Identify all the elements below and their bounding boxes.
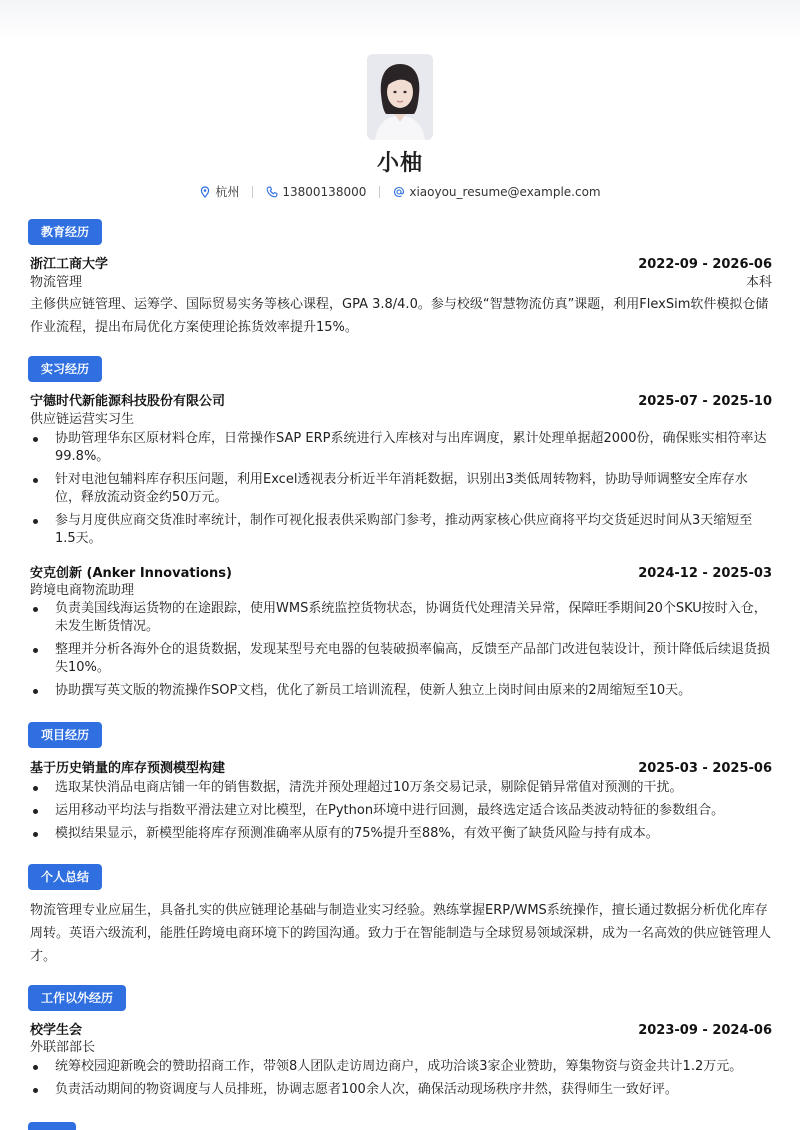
- extra-header: [30, 1019, 772, 1038]
- list-item: 整理并分析各海外仓的退货数据，发现某型号充电器的包装破损率偏高，反馈至产品部门改进包装设计，预计降低后续退货损失10%。: [30, 641, 772, 677]
- phone-icon: [266, 186, 278, 198]
- education-description: 主修供应链管理、运筹学、国际贸易实务等核心课程，GPA 3.8/4.0。参与校级“智慧物流仿真”课题，利用FlexSim软件模拟仓储作业流程，提出布局优化方案使理论拣货效率提升15%。: [30, 297, 769, 335]
- list-item: 针对电池包辅料库存积压问题，利用Excel透视表分析近半年消耗数据，识别出3类低周转物料，协助导师调整安全库存水位，释放流动资金约50万元。: [30, 471, 772, 507]
- list-item: 参与月度供应商交货准时率统计，制作可视化报表供采购部门参考，推动两家核心供应商将平均交货延迟时间从3天缩短至1.5天。: [30, 512, 772, 548]
- company-name: 安克创新 (Anker Innovations): [30, 566, 232, 581]
- list-item: 统筹校园迎新晚会的赞助招商工作，带领8人团队走访周边商户，成功洽谈3家企业赞助，筹集物资与资金共计1.2万元。: [30, 1058, 772, 1076]
- avatar-portrait: [367, 54, 433, 140]
- candidate-name: 小柚: [376, 151, 423, 176]
- section-title-summary: 个人总结: [28, 864, 102, 890]
- extra-date: 2023-09 - 2024-06: [638, 1023, 772, 1038]
- education-header: [30, 253, 772, 272]
- school-name: 浙江工商大学: [30, 257, 109, 272]
- company-name: 宁德时代新能源科技股份有限公司: [30, 394, 226, 409]
- job-bullet-list: [30, 600, 772, 705]
- education-degree: 本科: [745, 275, 772, 290]
- education-major: 物流管理: [30, 275, 83, 290]
- contact-bar: [0, 183, 800, 200]
- section-title-internship: 实习经历: [28, 356, 102, 382]
- project-name: 基于历史销量的库存预测模型构建: [30, 761, 226, 776]
- project-date: 2025-03 - 2025-06: [638, 761, 772, 776]
- job-header: [30, 562, 772, 581]
- contact-email: [393, 185, 600, 199]
- section-title-project: 项目经历: [28, 722, 102, 748]
- contact-location: [199, 183, 239, 200]
- job-role: 供应链运营实习生: [30, 412, 135, 427]
- job-role: 跨境电商物流助理: [30, 583, 135, 598]
- list-item: 协助撰写英文版的物流操作SOP文档，优化了新员工培训流程，使新人独立上岗时间由原来的2周缩短至10天。: [30, 682, 772, 700]
- job-date: 2024-12 - 2025-03: [638, 566, 772, 581]
- job-header: [30, 390, 772, 409]
- list-item: 运用移动平均法与指数平滑法建立对比模型，在Python环境中进行回测，最终选定适合该品类波动特征的参数组合。: [30, 802, 772, 820]
- contact-phone: [266, 185, 366, 199]
- list-item: 模拟结果显示，新模型能将库存预测准确率从原有的75%提升至88%，有效平衡了缺货风险与持有成本。: [30, 825, 772, 843]
- page-top-fade: [0, 0, 800, 40]
- extra-role: 外联部部长: [30, 1040, 96, 1055]
- job-date: 2025-07 - 2025-10: [638, 394, 772, 409]
- avatar: [367, 54, 433, 140]
- section-title-next-cutoff: [28, 1122, 76, 1130]
- list-item: 协助管理华东区原材料仓库，日常操作SAP ERP系统进行入库核对与出库调度，累计处理单据超2000份，确保账实相符率达99.8%。: [30, 430, 772, 466]
- location-pin-icon: [199, 186, 211, 198]
- summary-text: 物流管理专业应届生，具备扎实的供应链理论基础与制造业实习经验。熟练掌握ERP/WMS系统操作，擅长通过数据分析优化库存周转。英语六级流利，能胜任跨境电商环境下的跨国沟通。致力于在智能制造与全球贸易领域深耕，成为一名高效的供应链管理人才。: [30, 903, 772, 964]
- phone-text: 13800138000: [282, 184, 367, 199]
- project-bullet-list: [30, 779, 772, 848]
- list-item: 负责美国线海运货物的在途跟踪，使用WMS系统监控货物状态，协调货代处理清关异常，保障旺季期间20个SKU按时入仓，未发生断货情况。: [30, 600, 772, 636]
- job-bullet-list: [30, 430, 772, 553]
- contact-divider: [379, 186, 380, 198]
- contact-divider: [252, 186, 253, 198]
- email-at-icon: [393, 186, 405, 198]
- extra-bullet-list: [30, 1058, 772, 1104]
- email-text: xiaoyou_resume@example.com: [409, 184, 601, 199]
- list-item: 选取某快消品电商店铺一年的销售数据，清洗并预处理超过10万条交易记录，剔除促销异常值对预测的干扰。: [30, 779, 772, 797]
- education-date: 2022-09 - 2026-06: [638, 257, 772, 272]
- project-header: [30, 757, 772, 776]
- location-text: 杭州: [215, 185, 240, 199]
- organization-name: 校学生会: [30, 1023, 83, 1038]
- section-title-education: 教育经历: [28, 219, 102, 245]
- list-item: 负责活动期间的物资调度与人员排班，协调志愿者100余人次，确保活动现场秩序井然，获得师生一致好评。: [30, 1081, 772, 1099]
- section-title-extra: 工作以外经历: [28, 985, 126, 1011]
